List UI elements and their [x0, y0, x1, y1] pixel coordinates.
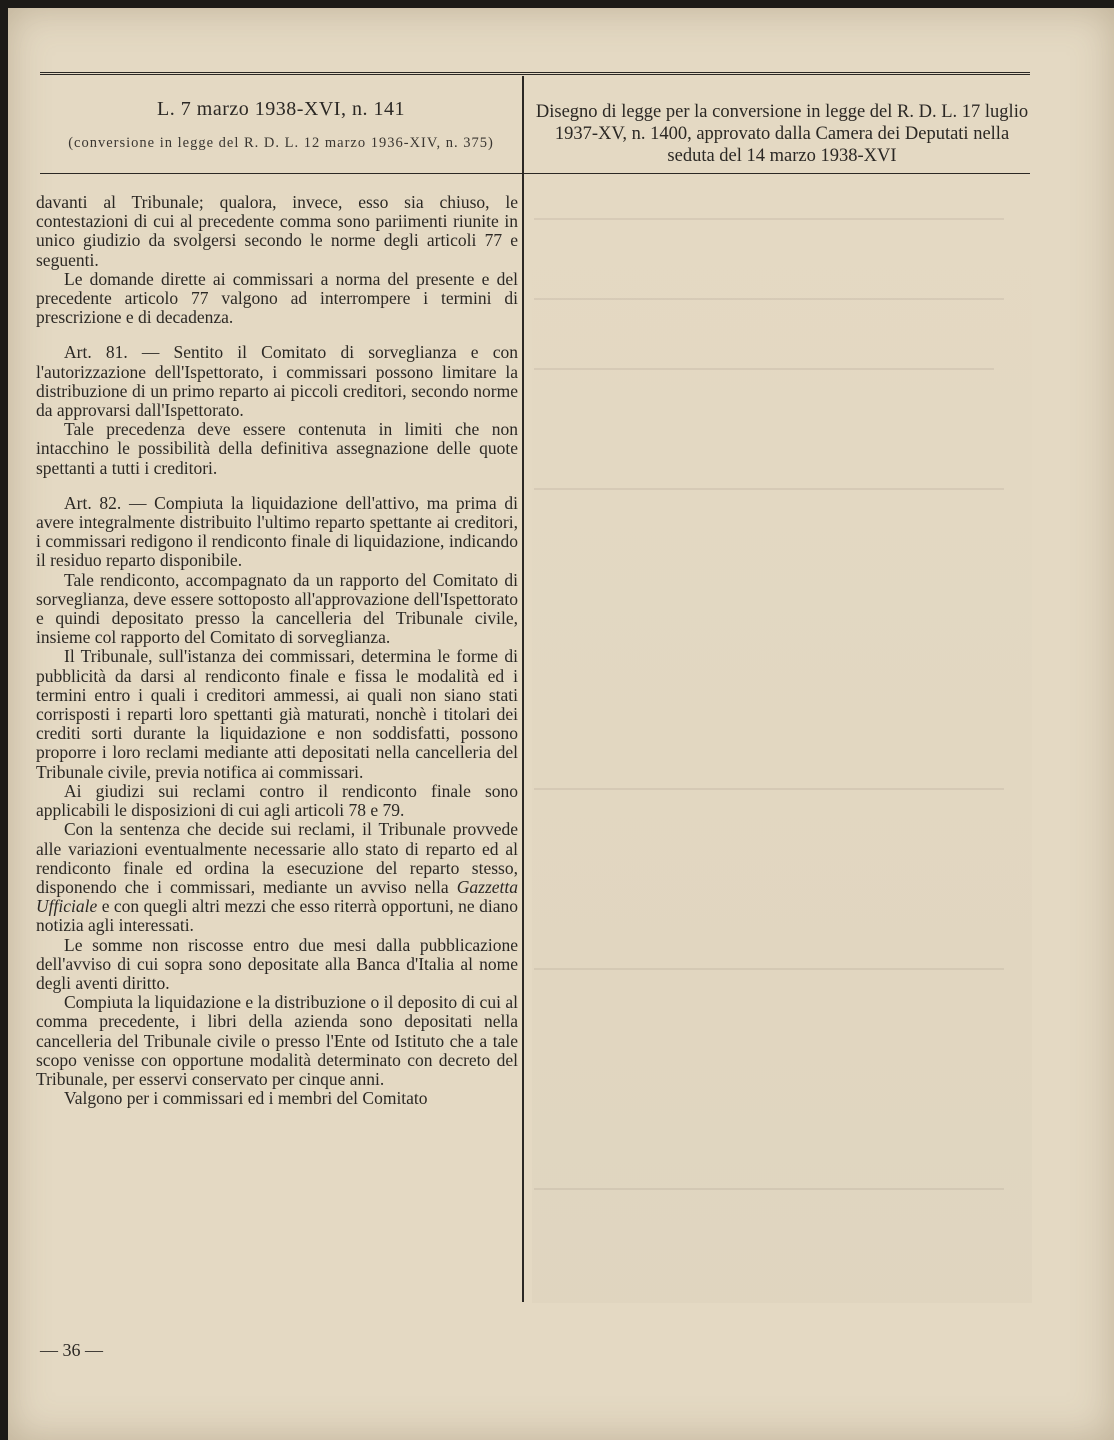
- left-header-subtitle: (conversione in legge del R. D. L. 12 marzo 1936-XIV, n. 375): [68, 135, 494, 151]
- text-run: Con la sentenza che decide sui reclami, il Tribunale provvede alle variazioni eventualmente necessarie allo stato di reparto ed al rendiconto finale ed ordina la esecuzione del reparto stesso, disponendo che i commissari, mediante un avviso nella: [36, 819, 518, 897]
- right-column-blank: [532, 193, 1032, 1303]
- page-number: — 36 —: [40, 1340, 103, 1360]
- top-double-rule: [40, 72, 1030, 75]
- column-divider: [522, 76, 524, 1302]
- bleed-through-line: [534, 218, 1004, 220]
- paragraph: Il Tribunale, sull'istanza dei commissari, determina le forme di pubblicità da darsi al rendiconto finale e fissa le modalità ed i termini entro i quali i creditori ammessi, ai quali non siano stati corrisposti i reparti loro spettanti già maturati, nonchè i titolari dei crediti sorti durante la liquidazione e non soddisfatti, possono proporre i loro reclami mediante atti depositati nella cancelleria del Tribunale civile, previa notifica ai commissari.: [36, 646, 518, 782]
- paragraph: Le domande dirette ai commissari a norma del presente e del precedente articolo 77 valgono ad interrompere i termini di prescrizione e di decadenza.: [36, 268, 518, 328]
- paragraph: Le somme non riscosse entro due mesi dalla pubblicazione dell'avviso di cui sopra sono depositate alla Banca d'Italia al nome degli aventi diritto.: [36, 934, 518, 993]
- paragraph: Tale rendiconto, accompagnato da un rapporto del Comitato di sorveglianza, deve essere sottoposto all'approvazione dell'Ispettorato e quindi depositato presso la cancelleria del Tribunale civile, insieme col rapporto del Comitato di sorveglianza.: [36, 569, 518, 648]
- paragraph: [36, 820, 518, 935]
- bleed-through-line: [534, 1188, 1004, 1190]
- gazzetta-title: Gazzetta Ufficiale: [36, 876, 518, 917]
- right-header-title: Disegno di legge per la conversione in legge del R. D. L. 17 luglio 1937-XV, n. 1400, approvato dalla Camera dei Deputati nella seduta del 14 marzo 1938-XVI: [535, 102, 1029, 166]
- document-page: [8, 8, 1114, 1440]
- left-column-text: [36, 193, 518, 1108]
- left-header: [40, 98, 522, 152]
- paragraph: Compiuta la liquidazione e la distribuzione o il deposito di cui al comma precedente, i libri della azienda sono depositati nella cancelleria del Tribunale civile o presso l'Ente od Istituto che a tale scopo venisse con opportune modalità determinato con decreto del Tribunale, per esservi conservato per cinque anni.: [36, 992, 518, 1089]
- bleed-through-line: [534, 968, 1004, 970]
- bleed-through-line: [534, 298, 1004, 300]
- bleed-through-line: [534, 788, 1004, 790]
- text-run: e con quegli altri mezzi che esso riterrà opportuni, ne diano notizia agli interessati.: [36, 896, 518, 936]
- paragraph: Tale precedenza deve essere contenuta in limiti che non intacchino le possibilità della definitiva assegnazione delle quote spettanti a tutti i creditori.: [36, 419, 518, 478]
- bleed-through-line: [534, 368, 994, 370]
- paragraph: Valgono per i commissari ed i membri del Comitato: [64, 1088, 428, 1109]
- paragraph: davanti al Tribunale; qualora, invece, esso sia chiuso, le contestazioni di cui al precedente comma sono pariimenti riunite in unico giudizio da svolgersi secondo le norme degli articoli 77 e seguenti.: [36, 192, 518, 270]
- left-header-title: L. 7 marzo 1938-XVI, n. 141: [157, 98, 405, 120]
- bleed-through-line: [534, 488, 1004, 490]
- article-82: Art. 82. — Compiuta la liquidazione dell'attivo, ma prima di avere integralmente distribuito l'ultimo reparto spettante ai creditori, i commissari redigono il rendiconto finale di liquidazione, indicando il residuo reparto disponibile.: [36, 492, 518, 571]
- article-81: Art. 81. — Sentito il Comitato di sorveglianza e con l'autorizzazione dell'Ispettorato, i commissari possono limitare la distribuzione di un primo reparto ai piccoli creditori, secondo norme da approvarsi dall'Ispettorato.: [36, 342, 518, 421]
- paragraph: Ai giudizi sui reclami contro il rendiconto finale sono applicabili le disposizioni di cui agli articoli 78 e 79.: [36, 780, 518, 821]
- header-bottom-rule: [40, 173, 1030, 174]
